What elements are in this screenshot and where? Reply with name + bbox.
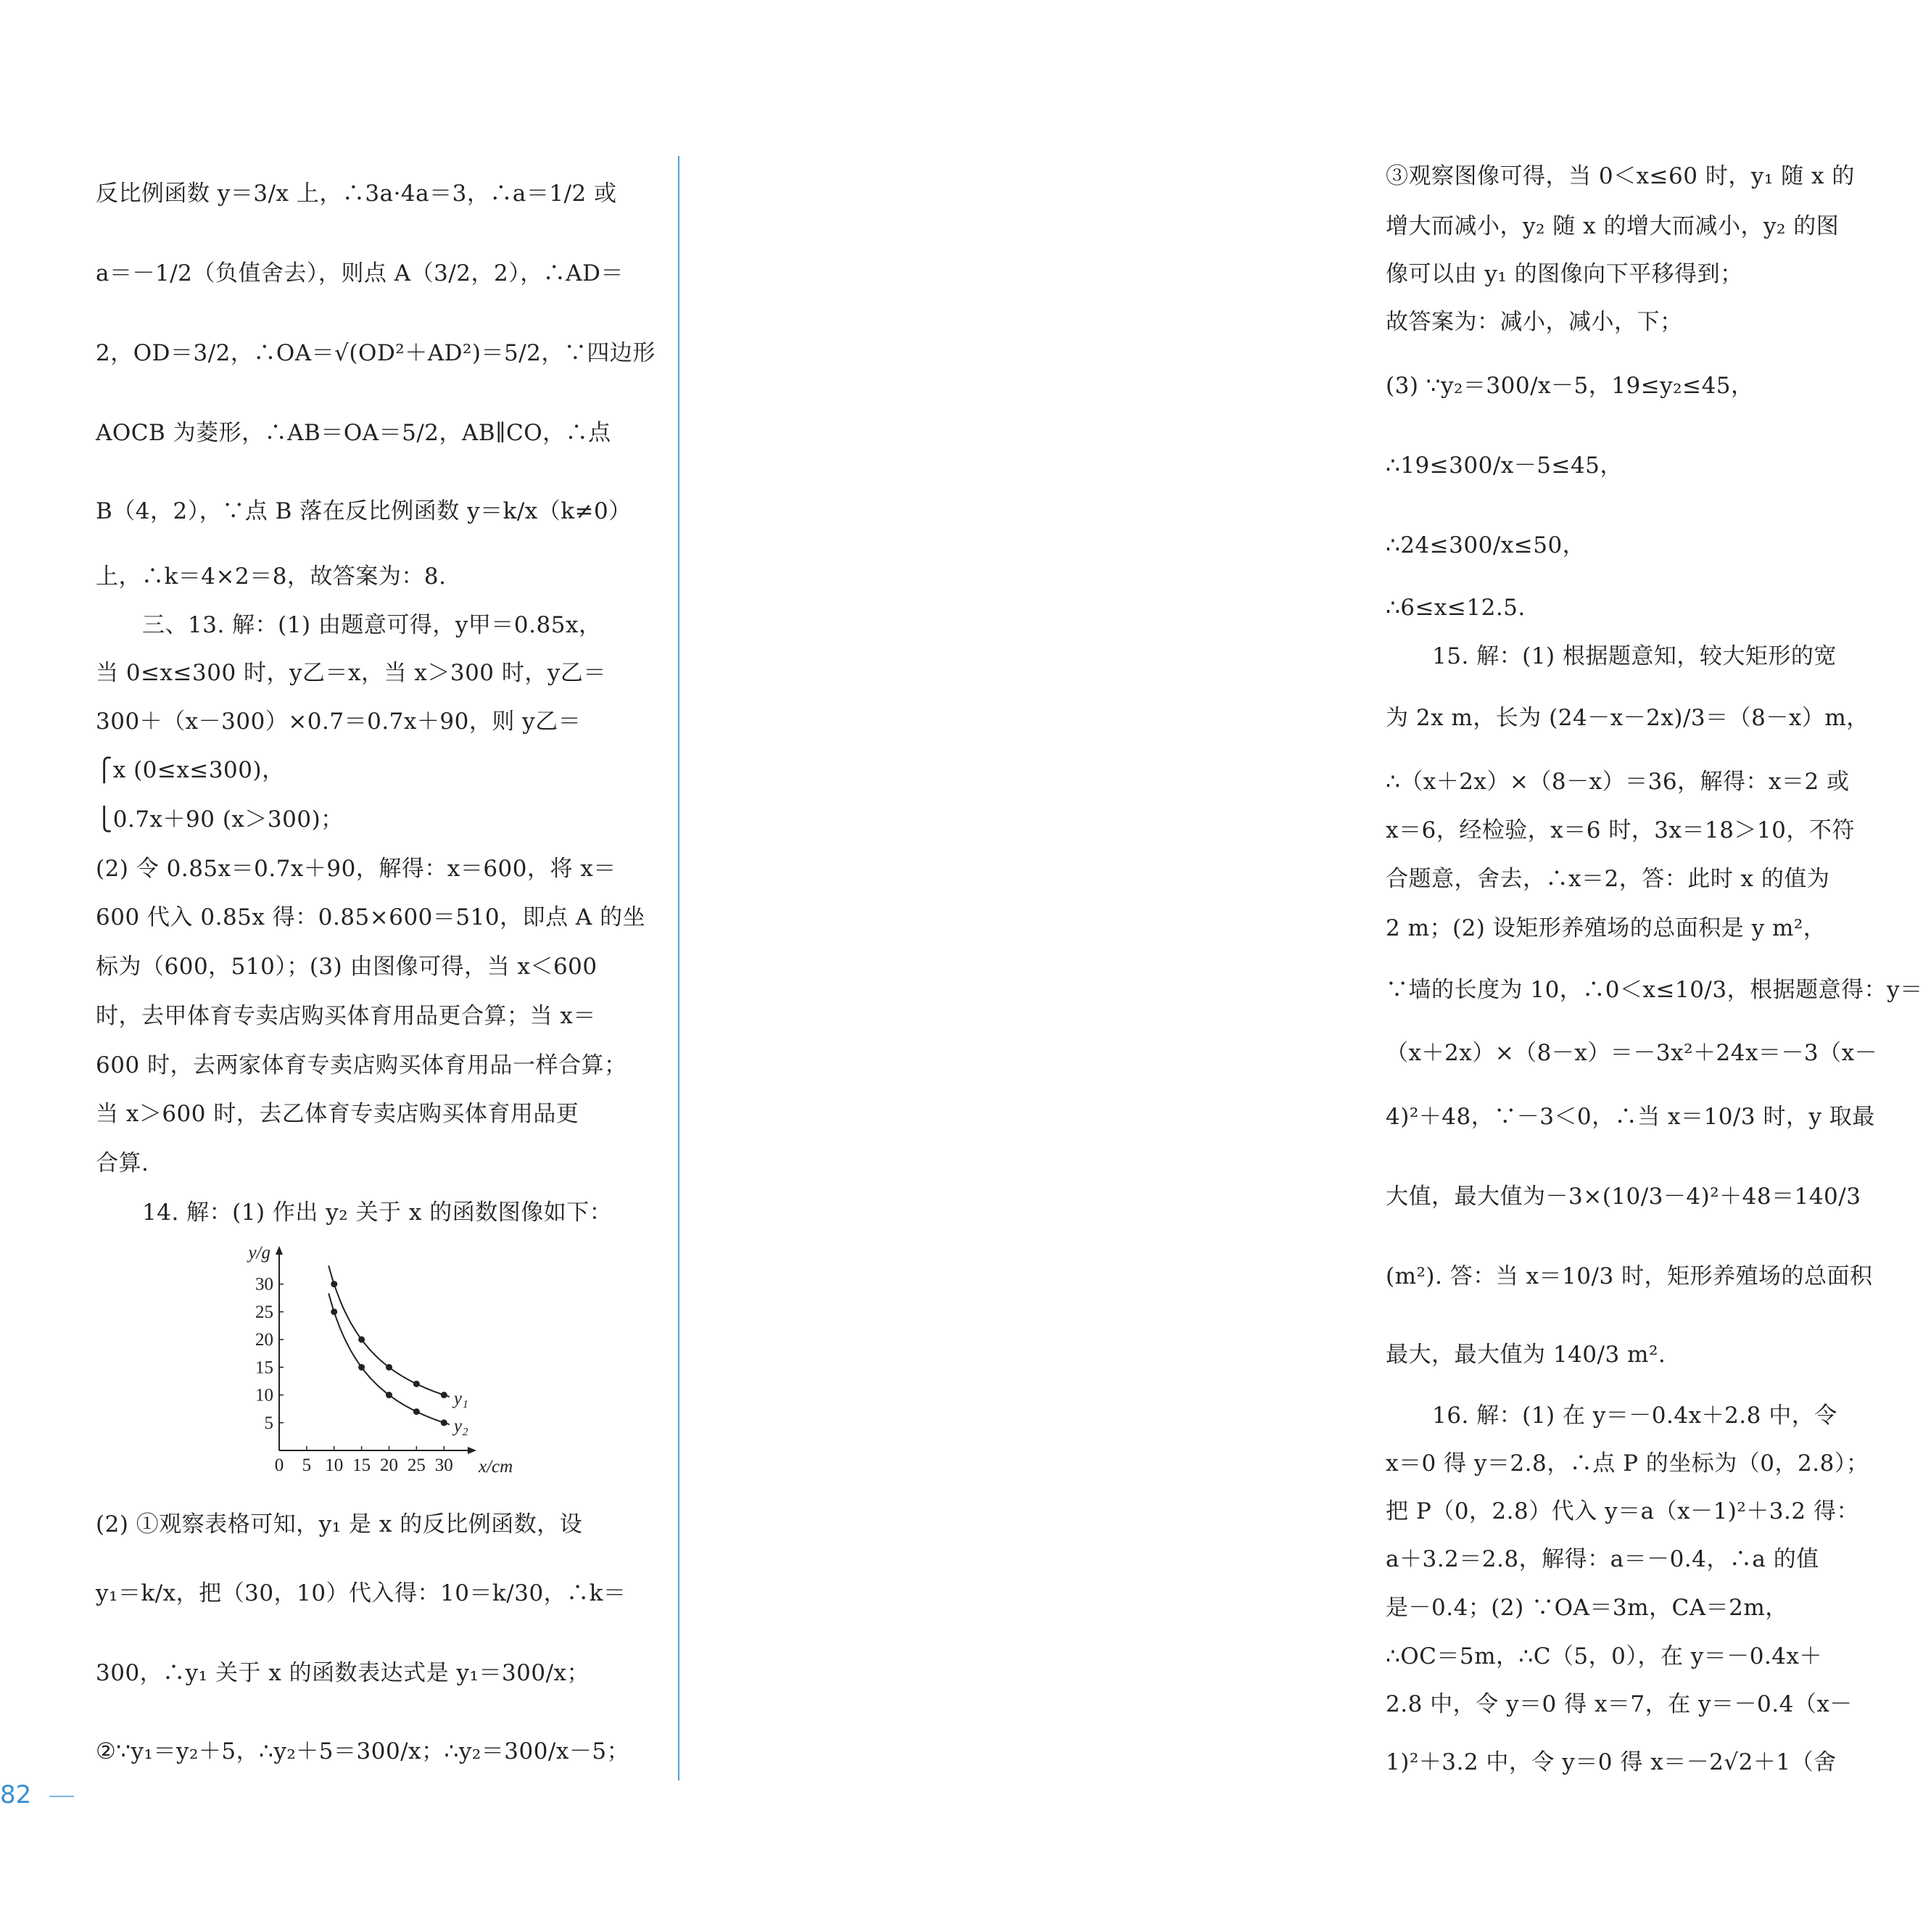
text-line: 2.8 中，令 y＝0 得 x＝7，在 y＝－0.4（x－ (1386, 1691, 1853, 1717)
y-axis-arrow (276, 1246, 283, 1255)
data-point (413, 1381, 420, 1387)
text-line: ∴OC＝5m，∴C（5，0），在 y＝－0.4x＋ (1386, 1643, 1823, 1669)
x-tick-label: 30 (434, 1456, 453, 1475)
x-tick-label: 25 (407, 1456, 426, 1475)
text-line: ∴（x＋2x）×（8－x）＝36，解得：x＝2 或 (1386, 769, 1850, 795)
text-line: 当 x＞600 时，去乙体育专卖店购买体育用品更 (96, 1101, 579, 1127)
series-label: y₁ (453, 1388, 468, 1408)
text-line: ②∵y₁＝y₂＋5，∴y₂＋5＝300/x；∴y₂＝300/x－5； (96, 1738, 630, 1764)
data-point (386, 1392, 392, 1398)
text-line: 上，∴k＝4×2＝8，故答案为：8. (96, 564, 447, 590)
text-line: 合题意，舍去，∴x＝2，答：此时 x 的值为 (1386, 866, 1830, 892)
piecewise-line: ⎩0.7x＋90 (x＞300)； (96, 806, 344, 833)
data-point (441, 1392, 447, 1398)
text-line: AOCB 为菱形，∴AB＝OA＝5/2，AB∥CO，∴点 (96, 420, 611, 446)
text-line: 600 代入 0.85x 得：0.85×600＝510，即点 A 的坐 (96, 904, 646, 930)
text-line: ∴6≤x≤12.5. (1386, 595, 1526, 621)
text-line: (2) ①观察表格可知，y₁ 是 x 的反比例函数，设 (96, 1511, 583, 1537)
text-line: ③观察图像可得，当 0＜x≤60 时，y₁ 随 x 的 (1386, 163, 1855, 189)
chart-marks (328, 1266, 468, 1436)
x-tick-label: 5 (302, 1456, 312, 1475)
text-line: 是－0.4；(2) ∵OA＝3m，CA＝2m， (1386, 1595, 1788, 1621)
x-axis-label: x/cm (479, 1457, 513, 1477)
text-line: 15. 解：(1) 根据题意知，较大矩形的宽 (1432, 643, 1837, 669)
y-tick-label: 25 (255, 1302, 273, 1322)
text-line: 300，∴y₁ 关于 x 的函数表达式是 y₁＝300/x； (96, 1660, 590, 1686)
data-point (386, 1364, 392, 1371)
data-point (331, 1308, 337, 1315)
y-axis-label: y/g (248, 1243, 270, 1263)
text-line: 大值，最大值为－3×(10/3－4)²＋48＝140/3 (1386, 1184, 1861, 1210)
text-line: a＋3.2＝2.8，解得：a＝－0.4，∴a 的值 (1386, 1546, 1819, 1572)
text-line: 14. 解：(1) 作出 y₂ 关于 x 的函数图像如下： (142, 1200, 613, 1226)
text-line: 三、13. 解：(1) 由题意可得，y甲＝0.85x， (142, 612, 602, 638)
series-curve-1 (328, 1266, 450, 1397)
text-line: 像可以由 y₁ 的图像向下平移得到； (1386, 261, 1743, 287)
data-point (358, 1337, 365, 1343)
text-line: 时，去甲体育专卖店购买体育用品更合算；当 x＝ (96, 1003, 596, 1029)
x-tick-label: 20 (380, 1456, 399, 1475)
y-tick-label: 5 (264, 1413, 273, 1433)
text-line: ∴19≤300/x－5≤45， (1386, 453, 1623, 479)
column-divider (678, 156, 679, 1780)
y-tick-label: 30 (255, 1274, 273, 1295)
text-line: y₁＝k/x，把（30，10）代入得：10＝k/30，∴k＝ (96, 1580, 626, 1606)
text-line: 1)²＋3.2 中，令 y＝0 得 x＝－2√2＋1（舍 (1386, 1749, 1837, 1775)
y-tick-label: 10 (255, 1385, 273, 1405)
series-label: y₂ (453, 1416, 468, 1437)
text-line: 4)²＋48，∵－3＜0，∴当 x＝10/3 时，y 取最 (1386, 1104, 1875, 1130)
text-line: x＝0 得 y＝2.8，∴点 P 的坐标为（0，2.8）； (1386, 1450, 1869, 1477)
inverse-function-chart (232, 1243, 522, 1493)
x-tick-label: 15 (352, 1456, 371, 1475)
data-point (358, 1364, 365, 1371)
text-line: 2，OD＝3/2，∴OA＝√(OD²＋AD²)＝5/2，∵四边形 (96, 340, 656, 366)
footer-rule (49, 1796, 74, 1797)
data-point (331, 1281, 337, 1287)
text-line: 为 2x m，长为 (24－x－2x)/3＝（8－x）m， (1386, 705, 1869, 731)
text-line: B（4，2），∵点 B 落在反比例函数 y＝k/x（k≠0） (96, 498, 632, 524)
data-point (441, 1419, 447, 1426)
text-line: 最大，最大值为 140/3 m². (1386, 1342, 1666, 1368)
text-line: ∵墙的长度为 10，∴0＜x≤10/3，根据题意得：y＝ (1386, 977, 1923, 1003)
text-line: a＝－1/2（负值舍去），则点 A（3/2，2），∴AD＝ (96, 260, 624, 286)
text-line: ∴24≤300/x≤50， (1386, 532, 1586, 558)
text-line: （x＋2x）×（8－x）＝－3x²＋24x＝－3（x－ (1386, 1040, 1878, 1066)
text-line: 600 时，去两家体育专卖店购买体育用品一样合算； (96, 1052, 627, 1078)
page-number: 82 (0, 1780, 32, 1809)
text-line: (2) 令 0.85x＝0.7x＋90，解得：x＝600，将 x＝ (96, 856, 616, 882)
series-curve-2 (328, 1293, 450, 1424)
text-line: 反比例函数 y＝3/x 上，∴3a·4a＝3，∴a＝1/2 或 (96, 181, 617, 207)
text-line: 300＋（x－300）×0.7＝0.7x＋90，则 y乙＝ (96, 709, 582, 735)
x-tick-label: 0 (274, 1456, 284, 1475)
text-line: (3) ∵y₂＝300/x－5，19≤y₂≤45， (1386, 373, 1754, 399)
text-line: 把 P（0，2.8）代入 y＝a（x－1)²＋3.2 得： (1386, 1498, 1859, 1524)
text-line: 16. 解：(1) 在 y＝－0.4x＋2.8 中，令 (1432, 1403, 1837, 1429)
text-line: x＝6，经检验，x＝6 时，3x＝18＞10，不符 (1386, 817, 1855, 843)
y-tick-label: 20 (255, 1330, 273, 1350)
text-line: 当 0≤x≤300 时，y乙＝x，当 x＞300 时，y乙＝ (96, 660, 606, 686)
data-point (413, 1408, 420, 1415)
text-line: 合算. (96, 1150, 149, 1176)
y-tick-label: 15 (255, 1358, 273, 1378)
text-line: 增大而减小，y₂ 随 x 的增大而减小，y₂ 的图 (1386, 213, 1840, 239)
x-tick-label: 10 (325, 1456, 344, 1475)
text-line: 2 m；(2) 设矩形养殖场的总面积是 y m²， (1386, 915, 1827, 941)
piecewise-line: ⎧x (0≤x≤300)， (96, 757, 285, 783)
x-axis-arrow (468, 1447, 476, 1454)
text-line: 标为（600，510）；(3) 由图像可得，当 x＜600 (96, 954, 597, 980)
text-line: (m²). 答：当 x＝10/3 时，矩形养殖场的总面积 (1386, 1263, 1873, 1289)
text-line: 故答案为：减小，减小，下； (1386, 309, 1683, 335)
